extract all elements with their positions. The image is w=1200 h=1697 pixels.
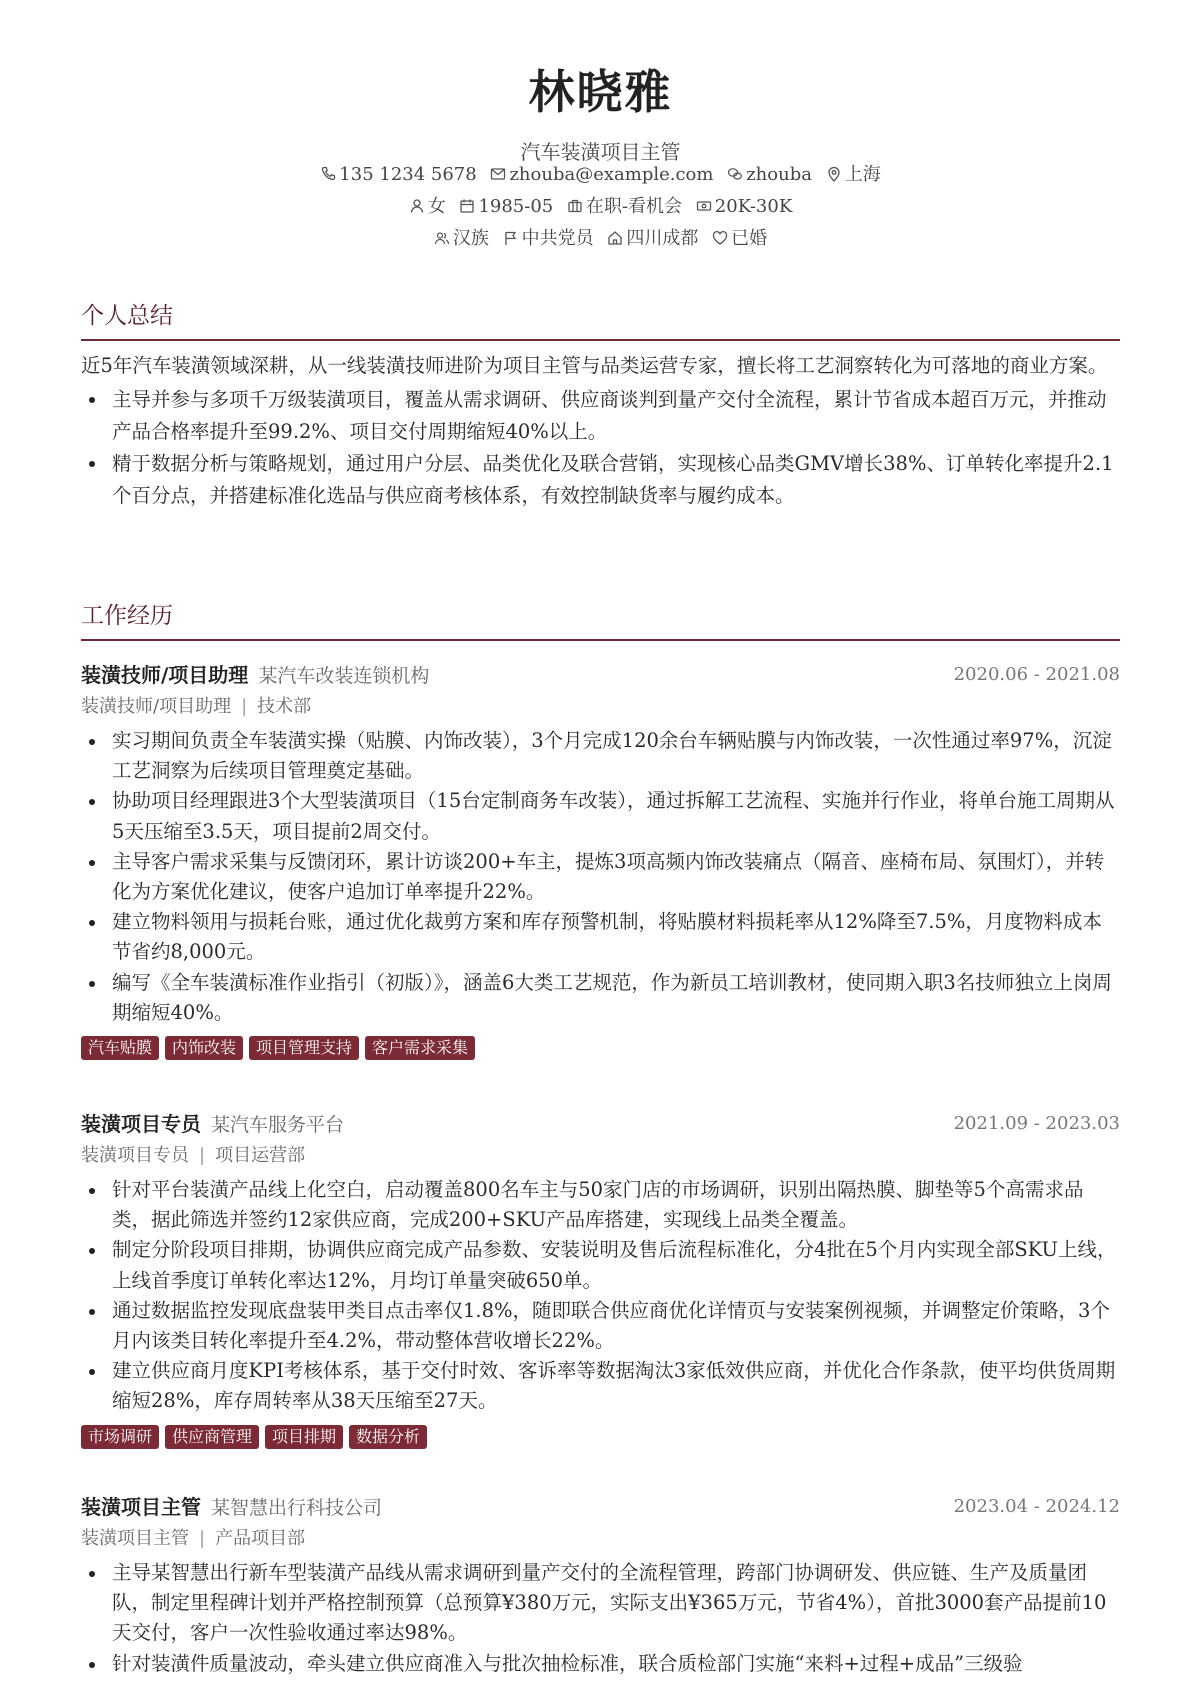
- section-divider: [81, 639, 1120, 641]
- phone-text: 135 1234 5678: [339, 164, 477, 185]
- email-text: zhouba@example.com: [509, 164, 714, 185]
- user-icon: [409, 198, 425, 214]
- job-date: 2020.06 - 2021.08: [953, 664, 1120, 685]
- job-header: [81, 1107, 1120, 1141]
- heart-icon: [712, 230, 728, 246]
- salary-text: 20K-30K: [714, 196, 793, 217]
- job-department: 项目运营部: [215, 1145, 306, 1166]
- ethnicity-text: 汉族: [452, 228, 489, 249]
- list-item: 协助项目经理跟进3个大型装潢项目（15台定制商务车改装），通过拆解工艺流程、实施并行作业，将单台施工周期从5天压缩至3.5天，项目提前2周交付。: [81, 786, 1120, 846]
- job-subtitle: [81, 1141, 1120, 1171]
- job-bullets: [81, 1175, 1120, 1417]
- job-department: 技术部: [257, 696, 312, 717]
- separator: |: [199, 1528, 206, 1549]
- status-text: 在职-看机会: [585, 196, 683, 217]
- skill-tags: [81, 1425, 1120, 1451]
- skill-tag: 数据分析: [349, 1425, 427, 1449]
- list-item: 主导客户需求采集与反馈闭环，累计访谈200+车主，提炼3项高频内饰改装痛点（隔音、座椅布局、氛围灯），并转化为方案优化建议，使客户追加订单率提升22%。: [81, 847, 1120, 907]
- job-bullets: [81, 726, 1120, 1028]
- job-role: 装潢项目主管: [81, 1495, 201, 1519]
- summary-heading: 个人总结: [81, 303, 173, 329]
- job-title: 汽车装潢项目主管: [520, 140, 681, 164]
- list-item: 建立物料领用与损耗台账，通过优化裁剪方案和库存预警机制，将贴膜材料损耗率从12%降至7.5%，月度物料成本节省约8,000元。: [81, 907, 1120, 967]
- gender-text: 女: [427, 196, 446, 217]
- marital-text: 已婚: [731, 228, 768, 249]
- wechat-text: zhouba: [746, 164, 812, 185]
- summary-section: [81, 300, 1120, 512]
- job-department: 产品项目部: [215, 1528, 306, 1549]
- location-item: [826, 162, 881, 188]
- job-bullets: [81, 1558, 1120, 1679]
- location-icon: [826, 166, 842, 182]
- job-company: 某汽车服务平台: [211, 1114, 345, 1136]
- status-item: [567, 194, 682, 220]
- job-company: 某汽车改装连锁机构: [258, 665, 430, 687]
- briefcase-icon: [567, 198, 583, 214]
- section-divider: [81, 339, 1120, 341]
- salary-icon: [696, 198, 712, 214]
- list-item: 针对平台装潢产品线上化空白，启动覆盖800名车主与50家门店的市场调研，识别出隔热膜、脚垫等5个高需求品类，据此筛选并签约12家供应商，完成200+SKU产品库搭建，实现线上品类全覆盖。: [81, 1175, 1120, 1235]
- job-subtitle: [81, 692, 1120, 722]
- experience-section: [81, 600, 1120, 641]
- flag-icon: [503, 230, 519, 246]
- salary-item: [696, 194, 792, 220]
- skill-tag: 项目管理支持: [249, 1036, 359, 1060]
- list-item: 制定分阶段项目排期，协调供应商完成产品参数、安装说明及售后流程标准化，分4批在5个月内实现全部SKU上线，上线首季度订单转化率达12%，月均订单量突破650单。: [81, 1235, 1120, 1295]
- gender-item: [409, 194, 446, 220]
- contact-row: [81, 162, 1120, 188]
- skill-tag: 客户需求采集: [365, 1036, 475, 1060]
- job-date: 2023.04 - 2024.12: [953, 1496, 1120, 1517]
- list-item: 编写《全车装潢标准作业指引（初版）》，涵盖6大类工艺规范，作为新员工培训教材，使同期入职3名技师独立上岗周期缩短40%。: [81, 968, 1120, 1028]
- job-entry: [81, 1107, 1120, 1451]
- list-item: 精于数据分析与策略规划，通过用户分层、品类优化及联合营销，实现核心品类GMV增长38%、订单转化率提升2.1个百分点，并搭建标准化选品与供应商考核体系，有效控制缺货率与履约成本。: [81, 448, 1120, 512]
- party-text: 中共党员: [521, 228, 594, 249]
- list-item: 主导并参与多项千万级装潢项目，覆盖从需求调研、供应商谈判到量产交付全流程，累计节省成本超百万元，并推动产品合格率提升至99.2%、项目交付周期缩短40%以上。: [81, 384, 1120, 448]
- hometown-text: 四川成都: [626, 228, 699, 249]
- hometown-item: [607, 226, 698, 252]
- job-date: 2021.09 - 2023.03: [953, 1113, 1120, 1134]
- skill-tag: 市场调研: [81, 1425, 159, 1449]
- job-header: [81, 1490, 1120, 1524]
- skill-tag: 项目排期: [265, 1425, 343, 1449]
- list-item: 针对装潢件质量波动，牵头建立供应商准入与批次抽检标准，联合质检部门实施“来料+过程+成品”三级验: [81, 1649, 1120, 1679]
- party-item: [503, 226, 594, 252]
- list-item: 通过数据监控发现底盘装甲类目点击率仅1.8%，随即联合供应商优化详情页与安装案例视频，并调整定价策略，3个月内该类目转化率提升至4.2%，带动整体营收增长22%。: [81, 1296, 1120, 1356]
- wechat-item[interactable]: [727, 162, 812, 188]
- job-position: 装潢项目专员: [81, 1145, 189, 1166]
- home-icon: [607, 230, 623, 246]
- email-item[interactable]: [490, 162, 713, 188]
- personal-row: [81, 226, 1120, 252]
- ethnicity-item: [434, 226, 489, 252]
- skill-tag: 汽车贴膜: [81, 1036, 159, 1060]
- list-item: 建立供应商月度KPI考核体系，基于交付时效、客诉率等数据淘汰3家低效供应商，并优化合作条款，使平均供货周期缩短28%，库存周转率从38天压缩至27天。: [81, 1356, 1120, 1416]
- job-position: 装潢技师/项目助理: [81, 696, 232, 717]
- skill-tag: 供应商管理: [165, 1425, 259, 1449]
- list-item: 主导某智慧出行新车型装潢产品线从需求调研到量产交付的全流程管理，跨部门协调研发、供应链、生产及质量团队，制定里程碑计划并严格控制预算（总预算¥380万元，实际支出¥365万元，节省4%），首批3000套产品提前10天交付，客户一次性验收通过率达98%。: [81, 1558, 1120, 1649]
- birth-text: 1985-05: [478, 196, 554, 217]
- mail-icon: [490, 166, 506, 182]
- phone-icon: [320, 166, 336, 182]
- people-icon: [434, 230, 450, 246]
- experience-heading: 工作经历: [81, 603, 173, 629]
- skill-tag: 内饰改装: [165, 1036, 243, 1060]
- job-entry: [81, 658, 1120, 1062]
- candidate-name: 林晓雅: [528, 65, 673, 119]
- summary-bullets: [81, 384, 1120, 512]
- skill-tags: [81, 1036, 1120, 1062]
- separator: |: [241, 696, 248, 717]
- job-subtitle: [81, 1524, 1120, 1554]
- marital-item: [712, 226, 767, 252]
- wechat-icon: [727, 166, 743, 182]
- phone-item[interactable]: [320, 162, 476, 188]
- list-item: 实习期间负责全车装潢实操（贴膜、内饰改装），3个月完成120余台车辆贴膜与内饰改装，一次性通过率97%，沉淀工艺洞察为后续项目管理奠定基础。: [81, 726, 1120, 786]
- calendar-icon: [459, 198, 475, 214]
- birth-item: [459, 194, 553, 220]
- job-entry: [81, 1490, 1120, 1679]
- job-role: 装潢项目专员: [81, 1112, 201, 1136]
- job-header: [81, 658, 1120, 692]
- location-text: 上海: [844, 164, 881, 185]
- job-position: 装潢项目主管: [81, 1528, 189, 1549]
- summary-intro: 近5年汽车装潢领域深耕，从一线装潢技师进阶为项目主管与品类运营专家，擅长将工艺洞察转化为可落地的商业方案。: [81, 354, 1108, 377]
- separator: |: [199, 1145, 206, 1166]
- job-role: 装潢技师/项目助理: [81, 663, 249, 687]
- job-company: 某智慧出行科技公司: [211, 1497, 383, 1519]
- details-row: [81, 194, 1120, 220]
